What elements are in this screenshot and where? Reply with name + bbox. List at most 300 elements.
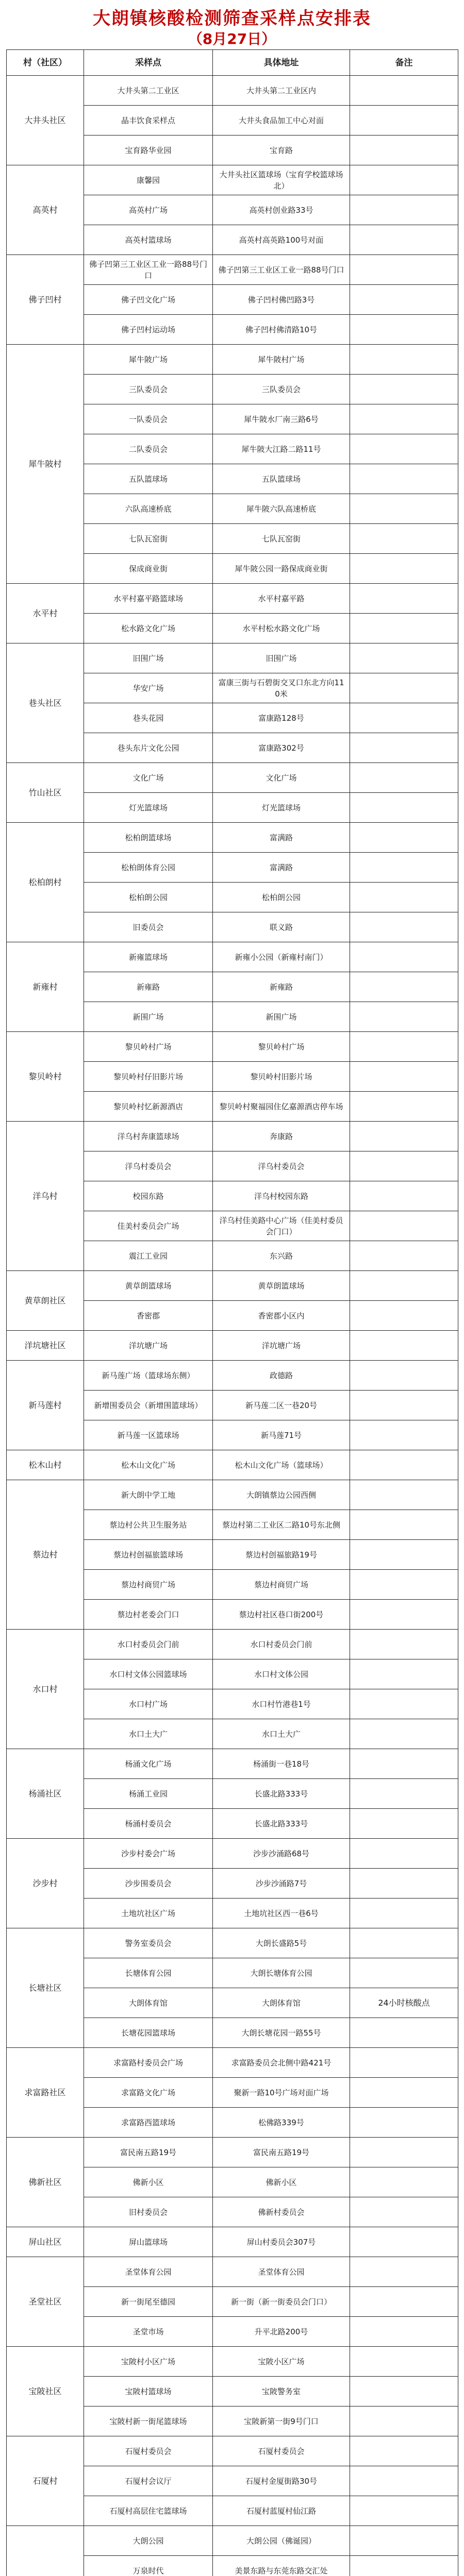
address-cell: 灯光篮球场 xyxy=(213,793,350,823)
site-cell: 旧围广场 xyxy=(84,643,213,673)
address-cell: 新一街（新一街委员会门口） xyxy=(213,2287,350,2317)
note-cell xyxy=(350,2436,458,2466)
address-cell: 新围广场 xyxy=(213,1002,350,1032)
note-cell xyxy=(350,434,458,464)
page-subtitle: （8月27日） xyxy=(188,30,276,47)
address-cell: 蔡边村第二工业区二路10号东北侧 xyxy=(213,1510,350,1540)
site-cell: 新增围委员会（新增围篮球场） xyxy=(84,1391,213,1420)
area-cell: 高英村 xyxy=(7,165,84,255)
area-cell xyxy=(7,2526,84,2576)
site-cell: 蔡边村公共卫生服务站 xyxy=(84,1510,213,1540)
site-cell: 新一街尾至德园 xyxy=(84,2287,213,2317)
site-cell: 七队瓦窑街 xyxy=(84,524,213,554)
note-cell xyxy=(350,1181,458,1211)
site-cell: 蔡边村创福旅篮球场 xyxy=(84,1540,213,1570)
table-row xyxy=(7,255,458,285)
note-cell xyxy=(350,1540,458,1570)
note-cell xyxy=(350,1659,458,1689)
address-cell: 大井头食品加工中心对面 xyxy=(213,106,350,135)
site-cell: 巷头花园 xyxy=(84,703,213,733)
site-cell: 黄草朗篮球场 xyxy=(84,1271,213,1301)
site-cell: 水口村委员会门前 xyxy=(84,1630,213,1659)
note-cell xyxy=(350,2257,458,2287)
site-cell: 大井头第二工业区 xyxy=(84,76,213,106)
note-cell xyxy=(350,345,458,375)
address-cell: 水平村松水路文化广场 xyxy=(213,614,350,643)
note-cell xyxy=(350,1570,458,1600)
address-cell: 奔康路 xyxy=(213,1122,350,1151)
site-cell: 沙步围委员会 xyxy=(84,1869,213,1899)
address-cell: 犀牛陂村广场 xyxy=(213,345,350,375)
note-cell xyxy=(350,2377,458,2406)
header-area: 村（社区） xyxy=(7,50,84,76)
site-cell: 富民南五路19号 xyxy=(84,2138,213,2167)
address-cell: 新马莲71号 xyxy=(213,1420,350,1450)
note-cell xyxy=(350,1779,458,1809)
site-cell: 石厦村高层住宅篮球场 xyxy=(84,2496,213,2526)
address-cell: 佛子凹村佛清路10号 xyxy=(213,315,350,345)
area-cell: 长塘社区 xyxy=(7,1928,84,2048)
table-row xyxy=(7,942,458,972)
site-cell: 长塘花园篮球场 xyxy=(84,2018,213,2048)
address-cell: 富满路 xyxy=(213,823,350,853)
site-cell: 水口土大广 xyxy=(84,1719,213,1749)
note-cell xyxy=(350,1839,458,1869)
address-cell: 宝陂新第一街9号门口 xyxy=(213,2406,350,2436)
site-cell: 大朗体育馆 xyxy=(84,1988,213,2018)
site-cell: 杨涌工业园 xyxy=(84,1779,213,1809)
table-row xyxy=(7,1361,458,1391)
site-cell: 华安广场 xyxy=(84,673,213,703)
note-cell xyxy=(350,763,458,793)
area-cell: 水口村 xyxy=(7,1630,84,1749)
site-cell: 黎贝岭村忆新源酒店 xyxy=(84,1092,213,1122)
table-row xyxy=(7,584,458,614)
address-cell: 石厦村金厦街路30号 xyxy=(213,2466,350,2496)
area-cell: 黎贝岭村 xyxy=(7,1032,84,1122)
address-cell: 高英村创业路33号 xyxy=(213,195,350,225)
address-cell: 松佛路339号 xyxy=(213,2108,350,2138)
site-cell: 旧村委员会 xyxy=(84,2197,213,2227)
site-cell: 蔡边村老委会门口 xyxy=(84,1600,213,1630)
note-cell xyxy=(350,614,458,643)
note-cell xyxy=(350,643,458,673)
address-cell: 黎贝岭村旧影片场 xyxy=(213,1062,350,1092)
site-cell: 黎贝岭村仔旧影片场 xyxy=(84,1062,213,1092)
note-cell xyxy=(350,2048,458,2078)
site-cell: 新雍路 xyxy=(84,972,213,1002)
note-cell xyxy=(350,1331,458,1361)
site-cell: 洋坑塘广场 xyxy=(84,1331,213,1361)
table-row xyxy=(7,1839,458,1869)
note-cell xyxy=(350,554,458,584)
address-cell: 大朗体育馆 xyxy=(213,1988,350,2018)
note-cell xyxy=(350,135,458,165)
note-cell xyxy=(350,1510,458,1540)
area-cell: 圣堂社区 xyxy=(7,2257,84,2347)
note-cell xyxy=(350,912,458,942)
address-cell: 黎贝岭村广场 xyxy=(213,1032,350,1062)
site-cell: 新大朗中学工地 xyxy=(84,1480,213,1510)
table-row xyxy=(7,2436,458,2466)
note-cell xyxy=(350,2108,458,2138)
table-row xyxy=(7,823,458,853)
note-cell xyxy=(350,1480,458,1510)
address-cell: 石厦村蓝厦村仙江路 xyxy=(213,2496,350,2526)
address-cell: 犀牛陂公园一路保成商业街 xyxy=(213,554,350,584)
area-cell: 沙步村 xyxy=(7,1839,84,1928)
address-cell: 宝育路 xyxy=(213,135,350,165)
site-cell: 松木山文化广场 xyxy=(84,1450,213,1480)
site-cell: 新马莲一区篮球场 xyxy=(84,1420,213,1450)
address-cell: 聚新一路10号广场对面广场 xyxy=(213,2078,350,2108)
area-cell: 杨涌社区 xyxy=(7,1749,84,1839)
address-cell: 七队瓦窑街 xyxy=(213,524,350,554)
table-row xyxy=(7,1749,458,1779)
note-cell xyxy=(350,1630,458,1659)
note-cell xyxy=(350,76,458,106)
note-cell xyxy=(350,1899,458,1928)
address-cell: 洋乌村委员会 xyxy=(213,1151,350,1181)
address-cell: 长盛北路333号 xyxy=(213,1809,350,1839)
site-cell: 水口村广场 xyxy=(84,1689,213,1719)
site-cell: 松柏朗公园 xyxy=(84,883,213,912)
address-cell: 蔡边村社区巷口街200号 xyxy=(213,1600,350,1630)
note-cell xyxy=(350,1928,458,1958)
note-cell xyxy=(350,793,458,823)
table-row xyxy=(7,76,458,106)
table-row xyxy=(7,1630,458,1659)
area-cell: 蔡边村 xyxy=(7,1480,84,1630)
note-cell xyxy=(350,1002,458,1032)
site-cell: 杨涌文化广场 xyxy=(84,1749,213,1779)
note-cell xyxy=(350,673,458,703)
note-cell xyxy=(350,1809,458,1839)
note-cell xyxy=(350,1719,458,1749)
note-cell xyxy=(350,1151,458,1181)
note-cell xyxy=(350,883,458,912)
table-header-row xyxy=(7,50,458,76)
header-address: 具体地址 xyxy=(213,50,350,76)
area-cell: 佛子凹村 xyxy=(7,255,84,345)
table-row xyxy=(7,643,458,673)
note-cell xyxy=(350,2556,458,2576)
site-cell: 万泉时代 xyxy=(84,2556,213,2576)
note-cell xyxy=(350,733,458,763)
table-row xyxy=(7,1928,458,1958)
page-title: 大朗镇核酸检测筛查采样点安排表 xyxy=(93,8,371,29)
site-cell: 校园东路 xyxy=(84,1181,213,1211)
area-cell: 佛新社区 xyxy=(7,2138,84,2227)
address-cell: 蔡边村创福旅路19号 xyxy=(213,1540,350,1570)
note-cell xyxy=(350,315,458,345)
note-cell xyxy=(350,2138,458,2167)
note-cell xyxy=(350,1600,458,1630)
address-cell: 富康三街与石碧街交叉口东北方向110米 xyxy=(213,673,350,703)
address-cell: 松柏朗公园 xyxy=(213,883,350,912)
note-cell xyxy=(350,524,458,554)
site-cell: 洋乌村奔康篮球场 xyxy=(84,1122,213,1151)
address-cell: 富康路128号 xyxy=(213,703,350,733)
site-cell: 石厦村会议厅 xyxy=(84,2466,213,2496)
note-cell xyxy=(350,195,458,225)
site-cell: 香密郡 xyxy=(84,1301,213,1331)
table-body xyxy=(7,76,458,2576)
area-cell: 新雍村 xyxy=(7,942,84,1032)
table-row xyxy=(7,2227,458,2257)
table-row xyxy=(7,1032,458,1062)
site-cell: 晶丰饮食采样点 xyxy=(84,106,213,135)
address-cell: 佛子凹第三工业区工业一路88号门口 xyxy=(213,255,350,285)
address-cell: 佛新小区 xyxy=(213,2167,350,2197)
note-cell xyxy=(350,1211,458,1241)
site-cell: 新马莲广场（篮球场东侧） xyxy=(84,1361,213,1391)
site-cell: 六队高速桥底 xyxy=(84,494,213,524)
site-cell: 蔡边村商贸广场 xyxy=(84,1570,213,1600)
site-cell: 佳美村委员会广场 xyxy=(84,1211,213,1241)
table-row xyxy=(7,2526,458,2556)
area-cell: 洋坑塘社区 xyxy=(7,1331,84,1361)
header xyxy=(6,0,458,49)
table-row xyxy=(7,2048,458,2078)
address-cell: 大朗长盛路5号 xyxy=(213,1928,350,1958)
site-cell: 宝陂村新一街尾篮球场 xyxy=(84,2406,213,2436)
note-cell xyxy=(350,1271,458,1301)
note-cell xyxy=(350,255,458,285)
address-cell: 杨涌街一巷18号 xyxy=(213,1749,350,1779)
site-cell: 屏山篮球场 xyxy=(84,2227,213,2257)
address-cell: 大井头第二工业区内 xyxy=(213,76,350,106)
table-row xyxy=(7,2138,458,2167)
site-cell: 旧委员会 xyxy=(84,912,213,942)
address-cell: 政德路 xyxy=(213,1361,350,1391)
site-cell: 佛子凹村运动场 xyxy=(84,315,213,345)
area-cell: 巷头社区 xyxy=(7,643,84,763)
note-cell xyxy=(350,703,458,733)
note-cell xyxy=(350,2197,458,2227)
note-cell: 24小时核酸点 xyxy=(350,1988,458,2018)
area-cell: 黄草朗社区 xyxy=(7,1271,84,1331)
address-cell: 长盛北路333号 xyxy=(213,1779,350,1809)
note-cell xyxy=(350,2287,458,2317)
site-cell: 土地坑社区广场 xyxy=(84,1899,213,1928)
table-row xyxy=(7,1450,458,1480)
site-cell: 保成商业街 xyxy=(84,554,213,584)
site-cell: 宝育路华业园 xyxy=(84,135,213,165)
address-cell: 石厦村委员会 xyxy=(213,2436,350,2466)
note-cell xyxy=(350,2078,458,2108)
site-cell: 康馨园 xyxy=(84,165,213,195)
area-cell: 石厦村 xyxy=(7,2436,84,2526)
site-cell: 警务室委员会 xyxy=(84,1928,213,1958)
note-cell xyxy=(350,1869,458,1899)
note-cell xyxy=(350,1032,458,1062)
address-cell: 富民南五路19号 xyxy=(213,2138,350,2167)
address-cell: 大朗长塘花园一路55号 xyxy=(213,2018,350,2048)
table-row xyxy=(7,2257,458,2287)
note-cell xyxy=(350,165,458,195)
address-cell: 屏山村委员会307号 xyxy=(213,2227,350,2257)
note-cell xyxy=(350,404,458,434)
site-cell: 新雍篮球场 xyxy=(84,942,213,972)
address-cell: 大朗公园（佛诞园） xyxy=(213,2526,350,2556)
area-cell: 犀牛陂村 xyxy=(7,345,84,584)
site-cell: 五队篮球场 xyxy=(84,464,213,494)
area-cell: 屏山社区 xyxy=(7,2227,84,2257)
site-cell: 三队委员会 xyxy=(84,375,213,404)
site-cell: 长塘体育公园 xyxy=(84,1958,213,1988)
note-cell xyxy=(350,1241,458,1271)
address-cell: 富满路 xyxy=(213,853,350,883)
site-cell: 松水路文化广场 xyxy=(84,614,213,643)
address-cell: 新雍路 xyxy=(213,972,350,1002)
note-cell xyxy=(350,823,458,853)
area-cell: 洋乌村 xyxy=(7,1122,84,1271)
site-cell: 大朗公园 xyxy=(84,2526,213,2556)
table-row xyxy=(7,165,458,195)
site-cell: 沙步村委会广场 xyxy=(84,1839,213,1869)
site-cell: 松柏朗篮球场 xyxy=(84,823,213,853)
note-cell xyxy=(350,2227,458,2257)
site-cell: 洋乌村委员会 xyxy=(84,1151,213,1181)
site-cell: 一队委员会 xyxy=(84,404,213,434)
note-cell xyxy=(350,285,458,315)
address-cell: 犀牛陂大江路二路11号 xyxy=(213,434,350,464)
site-cell: 新围广场 xyxy=(84,1002,213,1032)
site-cell: 水平村嘉平路篮球场 xyxy=(84,584,213,614)
address-cell: 升平北路200号 xyxy=(213,2317,350,2347)
address-cell: 旧围广场 xyxy=(213,643,350,673)
address-cell: 联义路 xyxy=(213,912,350,942)
note-cell xyxy=(350,2317,458,2347)
note-cell xyxy=(350,1062,458,1092)
note-cell xyxy=(350,2496,458,2526)
site-cell: 石厦村委员会 xyxy=(84,2436,213,2466)
address-cell: 黎贝岭村聚福园住亿嘉源酒店停车场 xyxy=(213,1092,350,1122)
site-cell: 求富路西篮球场 xyxy=(84,2108,213,2138)
note-cell xyxy=(350,1391,458,1420)
site-cell: 文化广场 xyxy=(84,763,213,793)
table-row xyxy=(7,763,458,793)
site-cell: 圣堂体育公园 xyxy=(84,2257,213,2287)
area-cell: 松柏朗村 xyxy=(7,823,84,942)
sampling-table xyxy=(6,49,458,2576)
address-cell: 高英村高英路100号对面 xyxy=(213,225,350,255)
note-cell xyxy=(350,106,458,135)
site-cell: 宝陂村小区广场 xyxy=(84,2347,213,2377)
note-cell xyxy=(350,1361,458,1391)
table-row xyxy=(7,1331,458,1361)
address-cell: 犀牛陂六队高速桥底 xyxy=(213,494,350,524)
site-cell: 黎贝岭村广场 xyxy=(84,1032,213,1062)
note-cell xyxy=(350,853,458,883)
note-cell xyxy=(350,2466,458,2496)
note-cell xyxy=(350,1689,458,1719)
site-cell: 松柏朗体育公园 xyxy=(84,853,213,883)
address-cell: 大朗镇蔡边公园西侧 xyxy=(213,1480,350,1510)
area-cell: 水平村 xyxy=(7,584,84,643)
note-cell xyxy=(350,1958,458,1988)
site-cell: 佛新小区 xyxy=(84,2167,213,2197)
table-row xyxy=(7,1271,458,1301)
area-cell: 竹山社区 xyxy=(7,763,84,823)
site-cell: 巷头东片文化公园 xyxy=(84,733,213,763)
address-cell: 洋乌村校园东路 xyxy=(213,1181,350,1211)
address-cell: 五队篮球场 xyxy=(213,464,350,494)
address-cell: 文化广场 xyxy=(213,763,350,793)
note-cell xyxy=(350,942,458,972)
address-cell: 佛子凹村佛凹路3号 xyxy=(213,285,350,315)
address-cell: 松木山文化广场（篮球场） xyxy=(213,1450,350,1480)
note-cell xyxy=(350,2167,458,2197)
address-cell: 美景东路与东莞东路交汇处 xyxy=(213,2556,350,2576)
table-row xyxy=(7,2347,458,2377)
area-cell: 求富路社区 xyxy=(7,2048,84,2138)
note-cell xyxy=(350,1092,458,1122)
note-cell xyxy=(350,1122,458,1151)
address-cell: 水口土大广 xyxy=(213,1719,350,1749)
note-cell xyxy=(350,375,458,404)
address-cell: 沙步沙涌路7号 xyxy=(213,1869,350,1899)
address-cell: 犀牛陂水厂南三路6号 xyxy=(213,404,350,434)
address-cell: 新马莲二区一巷20号 xyxy=(213,1391,350,1420)
note-cell xyxy=(350,1450,458,1480)
site-cell: 圣堂市场 xyxy=(84,2317,213,2347)
address-cell: 大朗长塘体育公园 xyxy=(213,1958,350,1988)
note-cell xyxy=(350,1420,458,1450)
note-cell xyxy=(350,2018,458,2048)
site-cell: 震江工业园 xyxy=(84,1241,213,1271)
table-row xyxy=(7,1480,458,1510)
address-cell: 宝陂小区广场 xyxy=(213,2347,350,2377)
address-cell: 香密郡小区内 xyxy=(213,1301,350,1331)
note-cell xyxy=(350,2526,458,2556)
address-cell: 洋坑塘广场 xyxy=(213,1331,350,1361)
site-cell: 宝陂村篮球场 xyxy=(84,2377,213,2406)
note-cell xyxy=(350,225,458,255)
address-cell: 大井头社区篮球场（宝育学校篮球场北） xyxy=(213,165,350,195)
address-cell: 蔡边村商贸广场 xyxy=(213,1570,350,1600)
header-note: 备注 xyxy=(350,50,458,76)
site-cell: 水口村文体公园篮球场 xyxy=(84,1659,213,1689)
site-cell: 高英村篮球场 xyxy=(84,225,213,255)
site-cell: 二队委员会 xyxy=(84,434,213,464)
note-cell xyxy=(350,464,458,494)
address-cell: 水口村委员会门前 xyxy=(213,1630,350,1659)
site-cell: 佛子凹第三工业区工业一路88号门口 xyxy=(84,255,213,285)
site-cell: 犀牛陂广场 xyxy=(84,345,213,375)
header-site: 采样点 xyxy=(84,50,213,76)
address-cell: 土地坑社区西一巷6号 xyxy=(213,1899,350,1928)
note-cell xyxy=(350,1301,458,1331)
table-row xyxy=(7,345,458,375)
note-cell xyxy=(350,972,458,1002)
address-cell: 沙步沙涌路68号 xyxy=(213,1839,350,1869)
site-cell: 求富路文化广场 xyxy=(84,2078,213,2108)
address-cell: 富康路302号 xyxy=(213,733,350,763)
area-cell: 新马莲村 xyxy=(7,1361,84,1450)
area-cell: 宝陂社区 xyxy=(7,2347,84,2436)
note-cell xyxy=(350,494,458,524)
site-cell: 灯光篮球场 xyxy=(84,793,213,823)
address-cell: 东兴路 xyxy=(213,1241,350,1271)
note-cell xyxy=(350,584,458,614)
address-cell: 水口村竹港巷1号 xyxy=(213,1689,350,1719)
address-cell: 佛新村委员会 xyxy=(213,2197,350,2227)
address-cell: 三队委员会 xyxy=(213,375,350,404)
address-cell: 新雍小公园（新雍村南门） xyxy=(213,942,350,972)
address-cell: 圣堂体育公园 xyxy=(213,2257,350,2287)
